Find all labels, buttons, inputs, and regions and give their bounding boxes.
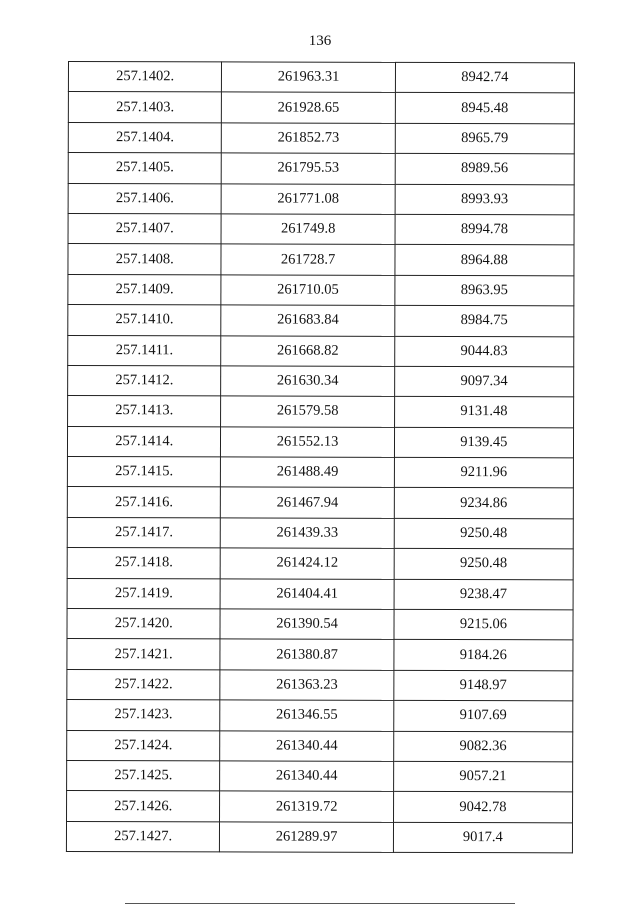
x-coordinate-cell: 261380.87 (220, 639, 393, 670)
table-row (67, 457, 573, 489)
y-coordinate-cell: 9131.48 (394, 397, 573, 428)
table-row (68, 335, 574, 367)
table-row (67, 730, 573, 762)
y-coordinate-cell: 9042.78 (393, 792, 572, 823)
y-coordinate-cell: 9250.48 (394, 549, 573, 580)
table-row (68, 365, 574, 397)
table-row (67, 639, 573, 671)
table-row (67, 700, 573, 732)
point-id-cell: 257.1414. (67, 426, 221, 457)
point-id-cell: 257.1403. (68, 92, 222, 123)
x-coordinate-cell: 261728.7 (221, 244, 394, 275)
x-coordinate-cell: 261289.97 (220, 822, 393, 853)
point-id-cell: 257.1423. (67, 700, 221, 731)
x-coordinate-cell: 261668.82 (221, 335, 394, 366)
x-coordinate-cell: 261852.73 (222, 123, 395, 154)
table-row (67, 791, 573, 823)
y-coordinate-cell: 8994.78 (395, 214, 574, 245)
x-coordinate-cell: 261683.84 (221, 305, 394, 336)
x-coordinate-cell: 261963.31 (222, 62, 395, 93)
x-coordinate-cell: 261579.58 (221, 396, 394, 427)
y-coordinate-cell: 9238.47 (394, 579, 573, 610)
y-coordinate-cell: 9017.4 (393, 822, 572, 853)
y-coordinate-cell: 9107.69 (394, 701, 573, 732)
point-id-cell: 257.1425. (67, 760, 221, 791)
point-id-cell: 257.1418. (67, 548, 221, 579)
point-id-cell: 257.1410. (68, 305, 222, 336)
table-row (67, 760, 573, 792)
y-coordinate-cell: 8989.56 (395, 154, 574, 185)
y-coordinate-cell: 8942.74 (395, 62, 574, 93)
x-coordinate-cell: 261710.05 (221, 275, 394, 306)
x-coordinate-cell: 261771.08 (222, 183, 395, 214)
y-coordinate-cell: 9215.06 (394, 609, 573, 640)
point-id-cell: 257.1409. (68, 274, 222, 305)
y-coordinate-cell: 8964.88 (395, 245, 574, 276)
point-id-cell: 257.1427. (66, 821, 220, 852)
y-coordinate-cell: 8984.75 (395, 305, 574, 336)
table-row (67, 517, 573, 549)
y-coordinate-cell: 8963.95 (395, 275, 574, 306)
y-coordinate-cell: 8965.79 (395, 123, 574, 154)
x-coordinate-cell: 261488.49 (221, 457, 394, 488)
x-coordinate-cell: 261340.44 (220, 730, 393, 761)
y-coordinate-cell: 9044.83 (394, 336, 573, 367)
table-row (68, 274, 574, 306)
x-coordinate-cell: 261363.23 (220, 670, 393, 701)
point-id-cell: 257.1419. (67, 578, 221, 609)
y-coordinate-cell: 9184.26 (394, 640, 573, 671)
table-row (67, 609, 573, 641)
point-id-cell: 257.1407. (68, 213, 222, 244)
table-row (66, 821, 572, 853)
x-coordinate-cell: 261404.41 (221, 579, 394, 610)
y-coordinate-cell: 9148.97 (394, 670, 573, 701)
y-coordinate-cell: 8945.48 (395, 93, 574, 124)
bottom-rule (125, 903, 515, 904)
point-id-cell: 257.1405. (68, 153, 222, 184)
point-id-cell: 257.1417. (67, 517, 221, 548)
x-coordinate-cell: 261340.44 (220, 761, 393, 792)
point-id-cell: 257.1424. (67, 730, 221, 761)
table-row (68, 213, 574, 245)
x-coordinate-cell: 261319.72 (220, 791, 393, 822)
point-id-cell: 257.1412. (68, 365, 222, 396)
point-id-cell: 257.1408. (68, 244, 222, 275)
x-coordinate-cell: 261928.65 (222, 92, 395, 123)
table-row (68, 122, 574, 154)
point-id-cell: 257.1415. (67, 457, 221, 488)
y-coordinate-cell: 9139.45 (394, 427, 573, 458)
x-coordinate-cell: 261749.8 (221, 214, 394, 245)
coordinate-table-body (66, 62, 574, 853)
x-coordinate-cell: 261552.13 (221, 427, 394, 458)
table-row (68, 183, 574, 215)
point-id-cell: 257.1422. (67, 669, 221, 700)
point-id-cell: 257.1420. (67, 609, 221, 640)
x-coordinate-cell: 261630.34 (221, 366, 394, 397)
table-row (67, 487, 573, 519)
x-coordinate-cell: 261795.53 (222, 153, 395, 184)
x-coordinate-cell: 261467.94 (221, 487, 394, 518)
y-coordinate-cell: 9211.96 (394, 457, 573, 488)
table-row (67, 578, 573, 610)
x-coordinate-cell: 261346.55 (220, 700, 393, 731)
y-coordinate-cell: 9057.21 (393, 761, 572, 792)
point-id-cell: 257.1413. (68, 396, 222, 427)
table-row (68, 62, 574, 94)
y-coordinate-cell: 8993.93 (395, 184, 574, 215)
x-coordinate-cell: 261390.54 (220, 609, 393, 640)
point-id-cell: 257.1416. (67, 487, 221, 518)
y-coordinate-cell: 9082.36 (393, 731, 572, 762)
table-row (68, 305, 574, 337)
x-coordinate-cell: 261424.12 (221, 548, 394, 579)
y-coordinate-cell: 9234.86 (394, 488, 573, 519)
point-id-cell: 257.1404. (68, 122, 222, 153)
point-id-cell: 257.1406. (68, 183, 222, 214)
table-row (67, 548, 573, 580)
y-coordinate-cell: 9097.34 (394, 366, 573, 397)
table-row (68, 244, 574, 276)
coordinate-table (66, 61, 575, 853)
point-id-cell: 257.1411. (68, 335, 222, 366)
table-row (68, 92, 574, 124)
table-row (67, 669, 573, 701)
page-number: 136 (308, 33, 332, 49)
point-id-cell: 257.1421. (67, 639, 221, 670)
table-row (68, 396, 574, 428)
x-coordinate-cell: 261439.33 (221, 518, 394, 549)
table-row (68, 153, 574, 185)
point-id-cell: 257.1402. (68, 62, 222, 93)
point-id-cell: 257.1426. (67, 791, 221, 822)
y-coordinate-cell: 9250.48 (394, 518, 573, 549)
table-row (67, 426, 573, 458)
